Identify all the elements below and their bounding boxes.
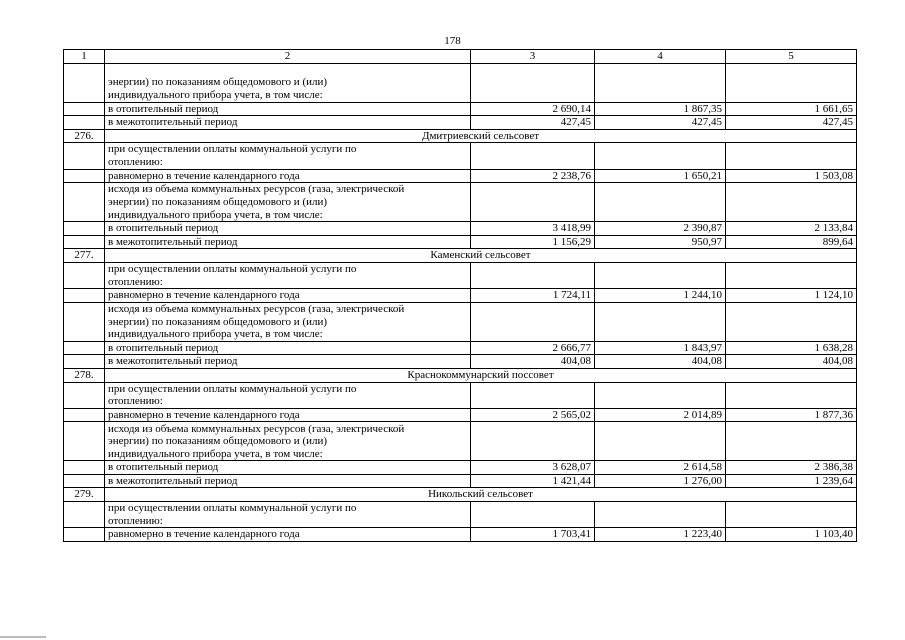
- region-name: Каменский сельсовет: [105, 249, 857, 263]
- value-col-4-cell: 950,97: [595, 235, 726, 249]
- row-number-cell: [64, 502, 105, 528]
- value-col-3-cell: 2 565,02: [471, 408, 595, 422]
- row-number-cell: [64, 422, 105, 461]
- row-description-cell: в отопительный период: [105, 222, 471, 236]
- header-col-2: 2: [105, 50, 471, 64]
- value-col-4-cell: [595, 502, 726, 528]
- page-number: 178: [444, 35, 461, 47]
- value-col-5-cell: 1 638,28: [726, 341, 857, 355]
- row-description-cell: энергии) по показаниям общедомового и (или) индивидуального прибора учета, в том числе:: [105, 63, 471, 102]
- scan-edge-mark: [0, 636, 46, 638]
- row-description-cell: при осуществлении оплаты коммунальной услуги по отоплению:: [105, 143, 471, 169]
- row-number-cell: [64, 63, 105, 102]
- row-description-cell: равномерно в течение календарного года: [105, 169, 471, 183]
- value-col-3-cell: 1 724,11: [471, 289, 595, 303]
- value-col-3-cell: 1 421,44: [471, 474, 595, 488]
- value-col-3-cell: [471, 302, 595, 341]
- value-col-5-cell: [726, 502, 857, 528]
- header-col-3: 3: [471, 50, 595, 64]
- value-col-4-cell: 1 867,35: [595, 102, 726, 116]
- row-description-cell: равномерно в течение календарного года: [105, 528, 471, 542]
- row-number-cell: [64, 143, 105, 169]
- table-row: [64, 382, 857, 408]
- value-col-4-cell: 1 223,40: [595, 528, 726, 542]
- value-col-3-cell: 2 238,76: [471, 169, 595, 183]
- table-row: [64, 502, 857, 528]
- value-col-4-cell: 2 614,58: [595, 461, 726, 475]
- value-col-3-cell: 1 703,41: [471, 528, 595, 542]
- value-col-4-cell: 1 276,00: [595, 474, 726, 488]
- value-col-4-cell: [595, 262, 726, 288]
- value-col-5-cell: 404,08: [726, 355, 857, 369]
- region-name: Никольский сельсовет: [105, 488, 857, 502]
- value-col-4-cell: [595, 382, 726, 408]
- value-col-5-cell: 1 661,65: [726, 102, 857, 116]
- value-col-4-cell: 1 244,10: [595, 289, 726, 303]
- row-number-cell: [64, 262, 105, 288]
- value-col-3-cell: [471, 262, 595, 288]
- table-row: [64, 422, 857, 461]
- row-number-cell: [64, 222, 105, 236]
- row-number-cell: [64, 528, 105, 542]
- row-number-cell: [64, 355, 105, 369]
- row-description-cell: при осуществлении оплаты коммунальной услуги по отоплению:: [105, 262, 471, 288]
- value-col-5-cell: [726, 183, 857, 222]
- value-col-4-cell: 2 014,89: [595, 408, 726, 422]
- value-col-4-cell: [595, 63, 726, 102]
- table-row: [64, 116, 857, 130]
- value-col-5-cell: 1 877,36: [726, 408, 857, 422]
- row-number-cell: [64, 116, 105, 130]
- value-col-5-cell: 1 103,40: [726, 528, 857, 542]
- row-number-cell: [64, 302, 105, 341]
- tariff-table: [63, 49, 857, 542]
- value-col-3-cell: [471, 143, 595, 169]
- table-row: [64, 143, 857, 169]
- region-row: [64, 368, 857, 382]
- value-col-4-cell: [595, 302, 726, 341]
- value-col-3-cell: [471, 382, 595, 408]
- value-col-5-cell: [726, 262, 857, 288]
- region-row: [64, 488, 857, 502]
- value-col-5-cell: 2 386,38: [726, 461, 857, 475]
- value-col-5-cell: 1 239,64: [726, 474, 857, 488]
- table-row: [64, 474, 857, 488]
- value-col-4-cell: 404,08: [595, 355, 726, 369]
- table-header-row: [64, 50, 857, 64]
- header-col-4: 4: [595, 50, 726, 64]
- value-col-5-cell: 427,45: [726, 116, 857, 130]
- row-number-cell: [64, 183, 105, 222]
- table-row: [64, 355, 857, 369]
- table-row: [64, 302, 857, 341]
- value-col-5-cell: 899,64: [726, 235, 857, 249]
- region-name: Дмитриевский сельсовет: [105, 129, 857, 143]
- table-row: [64, 341, 857, 355]
- value-col-4-cell: [595, 143, 726, 169]
- table-row: [64, 183, 857, 222]
- value-col-4-cell: 2 390,87: [595, 222, 726, 236]
- value-col-3-cell: 404,08: [471, 355, 595, 369]
- row-description-cell: при осуществлении оплаты коммунальной услуги по отоплению:: [105, 502, 471, 528]
- value-col-4-cell: 1 843,97: [595, 341, 726, 355]
- table-row: [64, 262, 857, 288]
- row-description-cell: исходя из объема коммунальных ресурсов (газа, электрической энергии) по показаниям общедомового и (или) индивидуального прибора учета, в том числе:: [105, 183, 471, 222]
- table-row: [64, 289, 857, 303]
- row-description-cell: в отопительный период: [105, 102, 471, 116]
- value-col-3-cell: [471, 502, 595, 528]
- region-number: 279.: [64, 488, 105, 502]
- value-col-3-cell: [471, 422, 595, 461]
- region-number: 276.: [64, 129, 105, 143]
- row-description-cell: в отопительный период: [105, 461, 471, 475]
- table-row: [64, 528, 857, 542]
- value-col-3-cell: [471, 183, 595, 222]
- row-description-cell: равномерно в течение календарного года: [105, 289, 471, 303]
- value-col-5-cell: [726, 63, 857, 102]
- row-description-cell: в межотопительный период: [105, 474, 471, 488]
- row-number-cell: [64, 289, 105, 303]
- row-number-cell: [64, 341, 105, 355]
- row-description-cell: исходя из объема коммунальных ресурсов (газа, электрической энергии) по показаниям общедомового и (или) индивидуального прибора учета, в том числе:: [105, 302, 471, 341]
- row-description-cell: при осуществлении оплаты коммунальной услуги по отоплению:: [105, 382, 471, 408]
- value-col-5-cell: 2 133,84: [726, 222, 857, 236]
- value-col-4-cell: 427,45: [595, 116, 726, 130]
- row-number-cell: [64, 382, 105, 408]
- table-row: [64, 408, 857, 422]
- table-row: [64, 63, 857, 102]
- table-row: [64, 169, 857, 183]
- region-number: 278.: [64, 368, 105, 382]
- row-number-cell: [64, 461, 105, 475]
- row-description-cell: в межотопительный период: [105, 116, 471, 130]
- header-col-1: 1: [64, 50, 105, 64]
- value-col-3-cell: 1 156,29: [471, 235, 595, 249]
- value-col-3-cell: 427,45: [471, 116, 595, 130]
- row-description-cell: в межотопительный период: [105, 355, 471, 369]
- region-row: [64, 249, 857, 263]
- row-number-cell: [64, 169, 105, 183]
- value-col-4-cell: [595, 422, 726, 461]
- value-col-5-cell: [726, 143, 857, 169]
- region-name: Краснокоммунарский поссовет: [105, 368, 857, 382]
- header-col-5: 5: [726, 50, 857, 64]
- value-col-3-cell: 2 666,77: [471, 341, 595, 355]
- row-number-cell: [64, 235, 105, 249]
- row-description-cell: исходя из объема коммунальных ресурсов (газа, электрической энергии) по показаниям общедомового и (или) индивидуального прибора учета, в том числе:: [105, 422, 471, 461]
- value-col-3-cell: 3 628,07: [471, 461, 595, 475]
- row-description-cell: в межотопительный период: [105, 235, 471, 249]
- value-col-3-cell: 2 690,14: [471, 102, 595, 116]
- value-col-3-cell: 3 418,99: [471, 222, 595, 236]
- value-col-5-cell: [726, 422, 857, 461]
- row-description-cell: равномерно в течение календарного года: [105, 408, 471, 422]
- value-col-5-cell: 1 503,08: [726, 169, 857, 183]
- table-row: [64, 461, 857, 475]
- row-description-cell: в отопительный период: [105, 341, 471, 355]
- row-number-cell: [64, 408, 105, 422]
- region-row: [64, 129, 857, 143]
- value-col-4-cell: [595, 183, 726, 222]
- region-number: 277.: [64, 249, 105, 263]
- table-row: [64, 235, 857, 249]
- value-col-5-cell: 1 124,10: [726, 289, 857, 303]
- row-number-cell: [64, 474, 105, 488]
- value-col-3-cell: [471, 63, 595, 102]
- table-row: [64, 102, 857, 116]
- row-number-cell: [64, 102, 105, 116]
- value-col-4-cell: 1 650,21: [595, 169, 726, 183]
- value-col-5-cell: [726, 302, 857, 341]
- value-col-5-cell: [726, 382, 857, 408]
- table-row: [64, 222, 857, 236]
